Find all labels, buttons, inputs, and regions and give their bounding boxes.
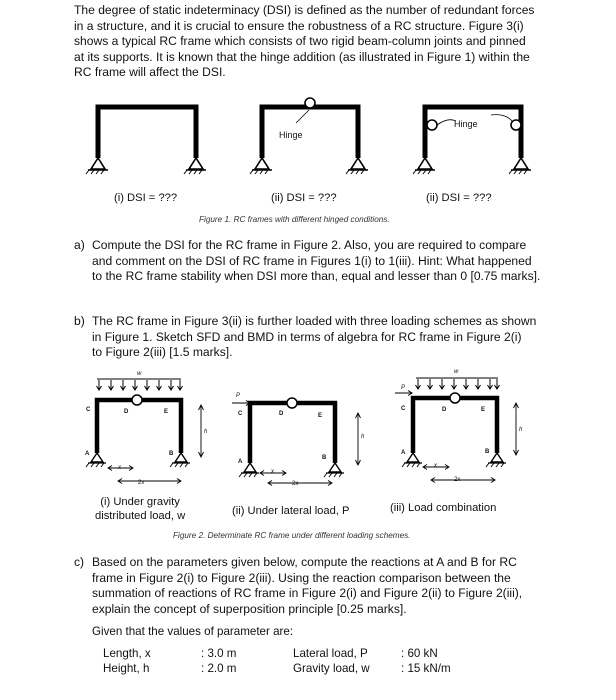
question-a-text <box>92 238 540 285</box>
point-c-label: C <box>86 407 91 413</box>
point-c-label: C <box>238 411 243 417</box>
figure2-diagram <box>0 365 616 505</box>
question-a-line: Compute the DSI for the RC frame in Figure 2. Also, you are required to compare <box>92 238 527 252</box>
point-d-label: D <box>442 407 447 413</box>
param-length-name: Length, x <box>103 647 151 660</box>
question-b-line: in Figure 1. Sketch SFD and BMD in terms of algebra for RC frame in Figure 2(i) <box>92 329 522 344</box>
dim-x-label: x <box>434 463 437 469</box>
sublabel-2i-line1: (i) Under gravity <box>100 496 180 508</box>
question-b-line: to Figure 2(iii) [1.5 marks]. <box>92 345 233 360</box>
dim-2x-label: 2x <box>138 480 145 486</box>
point-e-label: E <box>481 407 486 413</box>
param-height-name: Height, h <box>103 662 150 675</box>
point-a-label: A <box>85 451 90 457</box>
param-lateral-value: : 60 kN <box>401 647 438 660</box>
dim-h-label: h <box>519 427 523 433</box>
param-height-value: : 2.0 m <box>201 662 237 675</box>
hinge-icon <box>287 398 297 408</box>
sublabel-2i <box>95 496 185 523</box>
question-a-label: a) <box>74 238 85 252</box>
param-gravity-name: Gravity load, w <box>293 662 370 675</box>
question-a-line: to the RC frame stability when DSI more than, equal and lesser than 0 [0.75 marks]. <box>92 269 541 284</box>
param-lateral-name: Lateral load, P <box>293 647 368 660</box>
sublabel-2iii: (iii) Load combination <box>390 502 497 514</box>
intro-line: RC frame will affect the DSI. <box>74 65 226 80</box>
question-c-line: Based on the parameters given below, compute the reactions at A and B for RC <box>92 555 517 569</box>
point-b-label: B <box>322 455 327 461</box>
frame-2iii <box>395 378 519 483</box>
dim-h-label: h <box>204 429 208 435</box>
hinge-icon <box>427 120 437 130</box>
intro-paragraph <box>74 3 534 81</box>
dim-2x-label: 2x <box>454 477 461 483</box>
question-b-line: The RC frame in Figure 3(ii) is further loaded with three loading schemes as shown <box>92 314 537 328</box>
dim-x-label: x <box>118 465 121 471</box>
question-c-line: explain the concept of superposition principle [0.25 marks]. <box>92 601 407 616</box>
hinge-label: Hinge <box>454 119 478 129</box>
sublabel-2i-line2: distributed load, w <box>95 509 186 522</box>
intro-line: in a structure, and it is crucial to ensure the robustness of a RC structure. Figure 3(i) <box>74 18 524 33</box>
point-d-label: D <box>124 409 129 415</box>
load-p-label: P <box>236 393 241 399</box>
frame-2 <box>250 98 368 174</box>
hinge-label: Hinge <box>279 130 303 140</box>
intro-line: The degree of static indeterminacy (DSI) is defined as the number of redundant forces <box>74 3 535 17</box>
params-intro: Given that the values of parameter are: <box>92 625 294 638</box>
load-p-label: P <box>401 385 406 391</box>
param-gravity-value: : 15 kN/m <box>401 662 451 675</box>
point-b-label: B <box>485 449 490 455</box>
hinge-icon <box>305 98 315 108</box>
frame-2i <box>86 379 204 484</box>
dim-h-label: h <box>361 434 365 440</box>
figure2-caption: Figure 2. Determinate RC frame under different loading schemes. <box>173 531 411 540</box>
sublabel-2ii: (ii) Under lateral load, P <box>232 505 350 517</box>
hinge-icon <box>450 393 460 403</box>
point-d-label: D <box>279 411 284 417</box>
point-a-label: A <box>401 450 406 456</box>
question-c-line: frame in Figure 2(i) to Figure 2(iii). Using the reaction comparison between the <box>92 570 511 585</box>
question-c-text <box>92 555 522 617</box>
point-a-label: A <box>238 459 243 465</box>
param-length-value: : 3.0 m <box>201 647 237 660</box>
hinge-icon <box>132 395 142 405</box>
question-c-label: c) <box>74 555 85 569</box>
load-w-label: w <box>137 371 142 377</box>
hinge-icon <box>511 120 521 130</box>
point-e-label: E <box>318 413 323 419</box>
dsi-label-2: (ii) DSI = ??? <box>271 192 337 204</box>
figure1-caption: Figure 1. RC frames with different hinged conditions. <box>199 215 390 224</box>
question-b-text <box>92 314 536 361</box>
intro-line: shows a typical RC frame which consists of two rigid beam-column joints and pinned <box>74 34 526 49</box>
point-b-label: B <box>169 451 174 457</box>
dim-x-label: x <box>271 469 274 475</box>
load-w-label: w <box>454 369 459 375</box>
dsi-label-3: (ii) DSI = ??? <box>426 192 492 204</box>
question-a-line: and comment on the DSI of RC frame in Figures 1(i) to 1(iii). Hint: What happened <box>92 253 532 268</box>
question-b-label: b) <box>74 314 85 328</box>
intro-line: at its supports. It is known that the hinge addition (as illustrated in Figure 1) within the <box>74 49 530 64</box>
point-e-label: E <box>164 409 169 415</box>
dim-2x-label: 2x <box>292 481 299 487</box>
dsi-label-1: (i) DSI = ??? <box>114 192 178 204</box>
frame-2ii <box>232 398 361 486</box>
point-c-label: C <box>401 406 406 412</box>
frame-1 <box>86 107 206 174</box>
question-c-line: summation of reactions of RC frame in Figure 2(i) and Figure 2(ii) to Figure 2(iii), <box>92 586 523 601</box>
